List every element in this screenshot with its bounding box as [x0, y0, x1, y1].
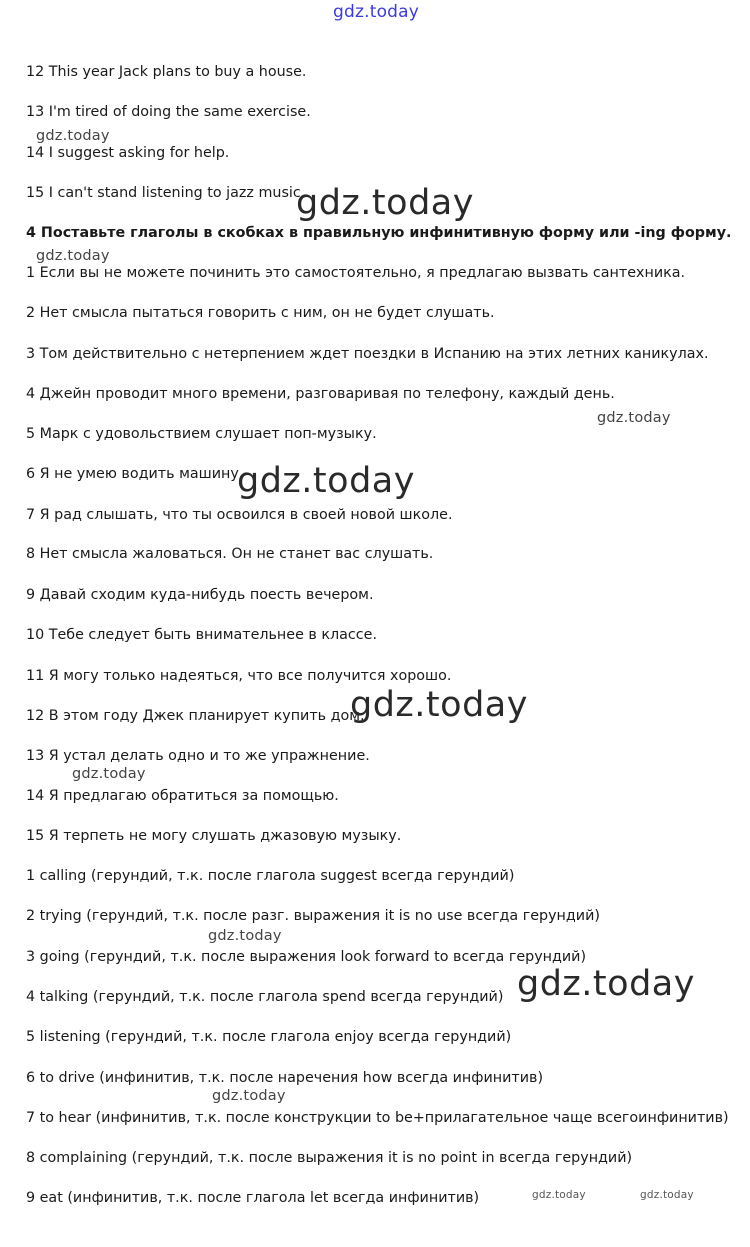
text-line: 10 Тебе следует быть внимательнее в классе.	[26, 627, 377, 643]
text-line: 5 Марк с удовольствием слушает поп-музыку.	[26, 426, 377, 442]
answer-line: 4 talking (герундий, т.к. после глагола spend всегда герундий)	[26, 989, 504, 1005]
answer-line: 3 going (герундий, т.к. после выражения look forward to всегда герундий)	[26, 949, 587, 965]
answer-line: 1 calling (герундий, т.к. после глагола suggest всегда герундий)	[26, 868, 515, 884]
text-line: 13 I'm tired of doing the same exercise.	[26, 104, 311, 120]
watermark: gdz.today	[212, 1088, 286, 1104]
text-line: 12 В этом году Джек планирует купить дом.	[26, 708, 365, 724]
answer-line: 7 to hear (инфинитив, т.к. после конструкции to be+прилагательное чаще всегоинфинитив)	[26, 1110, 729, 1126]
text-line: 11 Я могу только надеяться, что все получится хорошо.	[26, 668, 452, 684]
answer-line: 6 to drive (инфинитив, т.к. после наречения how всегда инфинитив)	[26, 1070, 544, 1086]
watermark: gdz.today	[36, 128, 110, 144]
text-line: 1 Если вы не можете починить это самостоятельно, я предлагаю вызвать сантехника.	[26, 265, 686, 281]
header-watermark: gdz.today	[333, 2, 420, 22]
watermark: gdz.today	[350, 685, 528, 725]
watermark: gdz.today	[640, 1189, 694, 1201]
text-line: 7 Я рад слышать, что ты освоился в своей новой школе.	[26, 507, 453, 523]
text-line: 15 Я терпеть не могу слушать джазовую музыку.	[26, 828, 402, 844]
watermark: gdz.today	[72, 766, 146, 782]
text-line: 4 Джейн проводит много времени, разговаривая по телефону, каждый день.	[26, 386, 615, 402]
watermark: gdz.today	[517, 964, 695, 1004]
text-line: 14 Я предлагаю обратиться за помощью.	[26, 788, 339, 804]
answer-line: 8 complaining (герундий, т.к. после выражения it is no point in всегда герундий)	[26, 1150, 633, 1166]
watermark: gdz.today	[597, 410, 671, 426]
text-line: 6 Я не умею водить машину.	[26, 466, 244, 482]
text-line: 13 Я устал делать одно и то же упражнение.	[26, 748, 370, 764]
watermark: gdz.today	[208, 928, 282, 944]
text-line: 14 I suggest asking for help.	[26, 145, 230, 161]
exercise-heading: 4 Поставьте глаголы в скобках в правильную инфинитивную форму или -ing форму.	[26, 225, 732, 241]
watermark: gdz.today	[237, 461, 415, 501]
text-line: 12 This year Jack plans to buy a house.	[26, 64, 307, 80]
watermark: gdz.today	[532, 1189, 586, 1201]
watermark: gdz.today	[296, 183, 474, 223]
text-line: 3 Том действительно с нетерпением ждет поездки в Испанию на этих летних каникулах.	[26, 346, 709, 362]
text-line: 8 Нет смысла жаловаться. Он не станет вас слушать.	[26, 546, 434, 562]
answer-line: 5 listening (герундий, т.к. после глагола enjoy всегда герундий)	[26, 1029, 512, 1045]
text-line: 2 Нет смысла пытаться говорить с ним, он не будет слушать.	[26, 305, 495, 321]
text-line: 15 I can't stand listening to jazz music.	[26, 185, 306, 201]
watermark: gdz.today	[36, 248, 110, 264]
text-line: 9 Давай сходим куда-нибудь поесть вечером.	[26, 587, 374, 603]
answer-line: 9 eat (инфинитив, т.к. после глагола let всегда инфинитив)	[26, 1190, 480, 1206]
answer-line: 2 trying (герундий, т.к. после разг. выражения it is no use всегда герундий)	[26, 908, 600, 924]
